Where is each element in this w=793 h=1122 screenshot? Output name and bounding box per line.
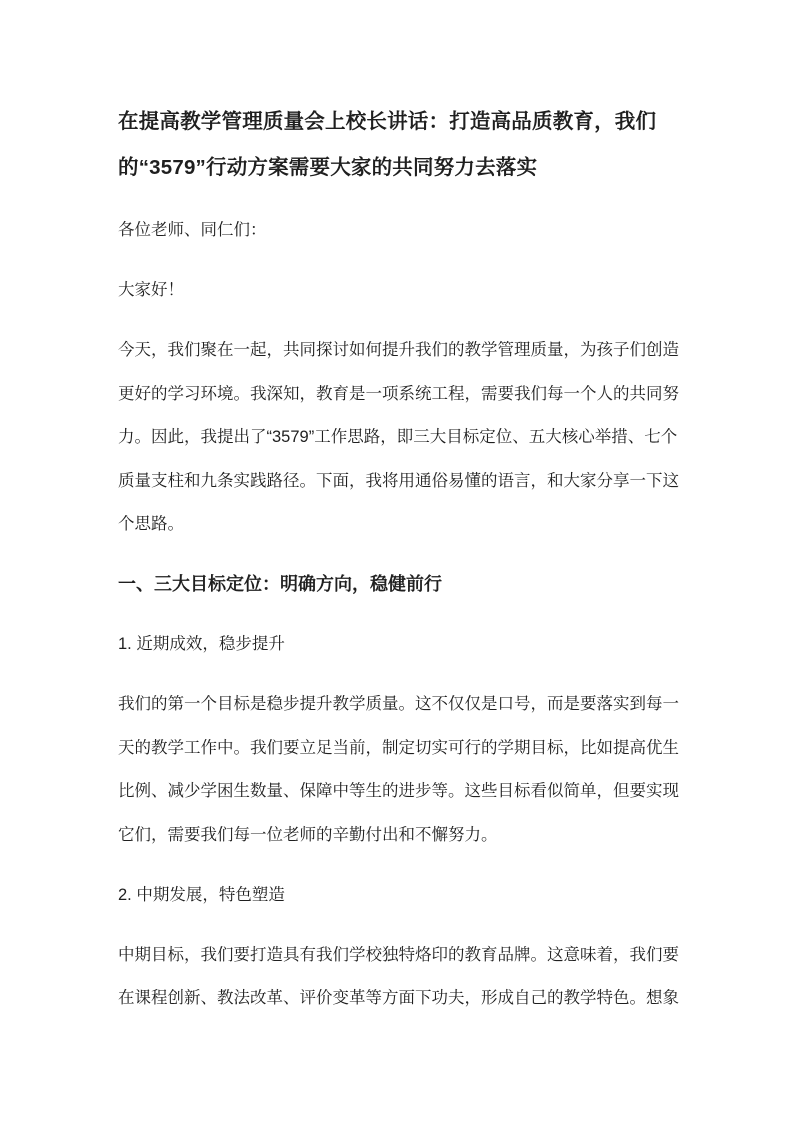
subheading-near-term: 1. 近期成效，稳步提升 — [118, 635, 285, 653]
document-title: 在提高教学管理质量会上校长讲话：打造高品质教育，我们的“3579”行动方案需要大家的共同努力去落实 — [118, 110, 657, 179]
intro-paragraph: 今天，我们聚在一起，共同探讨如何提升我们的教学管理质量，为孩子们创造更好的学习环境。我深知，教育是一项系统工程，需要我们每一个人的共同努力。因此，我提出了“3579”工作思路，即三大目标定位、五大核心举措、七个质量支柱和九条实践路径。下面，我将用通俗易懂的语言，和大家分享一下这个思路。 — [118, 341, 679, 533]
paragraph-mid-term: 中期目标，我们要打造具有我们学校独特烙印的教育品牌。这意味着，我们要在课程创新、教法改革、评价变革等方面下功夫，形成自己的教学特色。想象 — [118, 945, 679, 1007]
salutation: 各位老师、同仁们： — [118, 221, 267, 239]
paragraph-near-term: 我们的第一个目标是稳步提升教学质量。这不仅仅是口号，而是要落实到每一天的教学工作中。我们要立足当前，制定切实可行的学期目标，比如提高优生比例、减少学困生数量、保障中等生的进步等。这些目标看似简单，但要实现它们，需要我们每一位老师的辛勤付出和不懈努力。 — [118, 695, 679, 844]
section-heading-goals: 一、三大目标定位：明确方向，稳健前行 — [118, 574, 442, 594]
subheading-mid-term: 2. 中期发展，特色塑造 — [118, 885, 285, 904]
greeting: 大家好！ — [118, 281, 184, 299]
